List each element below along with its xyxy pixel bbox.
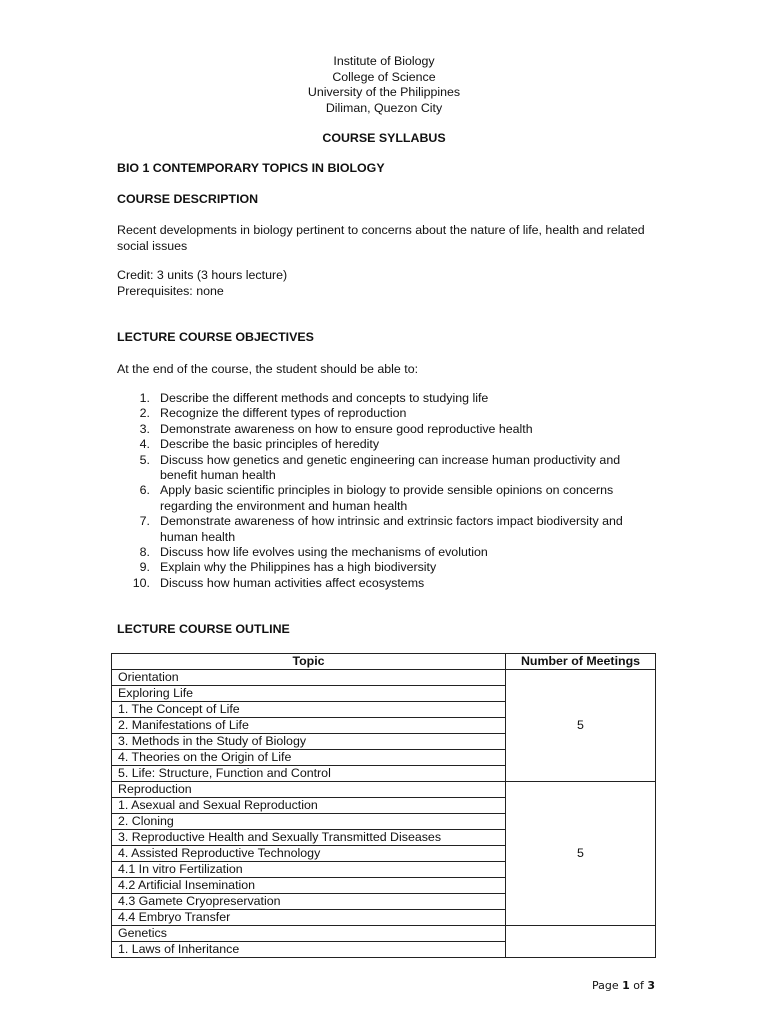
topic-cell: Exploring Life [112, 686, 506, 702]
objective-number: 3. [139, 421, 150, 436]
topic-cell: 3. Reproductive Health and Sexually Transmitted Diseases [112, 830, 506, 846]
objectives-intro: At the end of the course, the student should be able to: [117, 362, 419, 376]
university-name: University of the Philippines [307, 85, 461, 99]
objective-text: Demonstrate awareness on how to ensure good reproductive health [160, 421, 533, 436]
objective-text: Apply basic scientific principles in biology to provide sensible opinions on concerns regarding the environment and human health [160, 483, 614, 513]
topic-cell: 4.4 Embryo Transfer [112, 910, 506, 926]
topic-cell: Genetics [112, 926, 506, 942]
prerequisites-info: Prerequisites: none [117, 284, 224, 298]
objective-number: 6. [139, 483, 150, 498]
course-outline-table [111, 653, 656, 958]
course-title: BIO 1 CONTEMPORARY TOPICS IN BIOLOGY [117, 161, 385, 175]
institution-header [0, 54, 768, 116]
table-row [112, 670, 656, 686]
page-word: Page [592, 979, 619, 992]
topic-cell: 4.2 Artificial Insemination [112, 878, 506, 894]
objective-number: 2. [139, 406, 150, 421]
objective-number: 9. [139, 560, 150, 575]
topic-cell: Orientation [112, 670, 506, 686]
course-description-text: Recent developments in biology pertinent to concerns about the nature of life, health and related social issues [117, 223, 645, 253]
topic-cell: 3. Methods in the Study of Biology [112, 734, 506, 750]
campus-location: Diliman, Quezon City [325, 100, 443, 115]
objective-text: Demonstrate awareness of how intrinsic and extrinsic factors impact biodiversity and human health [160, 514, 623, 544]
table-row [112, 926, 656, 942]
objective-item [117, 560, 657, 575]
credit-info: Credit: 3 units (3 hours lecture) [117, 268, 288, 282]
objective-item [117, 437, 657, 452]
topic-cell: 5. Life: Structure, Function and Control [112, 766, 506, 782]
page-footer [592, 979, 655, 992]
document-title: COURSE SYLLABUS [322, 131, 446, 145]
objective-item [117, 545, 657, 560]
topic-column-header: Topic [112, 654, 506, 670]
of-word: of [633, 979, 644, 992]
objective-text: Discuss how life evolves using the mechanisms of evolution [160, 545, 488, 560]
meetings-cell [506, 926, 656, 958]
topic-cell: 4.3 Gamete Cryopreservation [112, 894, 506, 910]
meetings-cell: 5 [506, 782, 656, 926]
objective-text: Discuss how genetics and genetic engineering can increase human productivity and benefit human health [160, 452, 621, 483]
college-name: College of Science [332, 69, 436, 84]
objective-number: 7. [139, 514, 150, 529]
objective-text: Recognize the different types of reproduction [160, 406, 407, 421]
topic-cell: 2. Manifestations of Life [112, 718, 506, 734]
objective-number: 5. [139, 452, 150, 467]
objectives-list [117, 391, 657, 591]
page-total: 3 [647, 979, 656, 992]
topic-cell: 2. Cloning [112, 814, 506, 830]
institute-name: Institute of Biology [333, 54, 435, 68]
objective-text: Discuss how human activities affect ecosystems [160, 575, 425, 590]
table-header-row [112, 654, 656, 670]
objectives-heading: LECTURE COURSE OBJECTIVES [117, 330, 314, 344]
course-description-heading: COURSE DESCRIPTION [117, 192, 259, 206]
objective-number: 4. [139, 437, 150, 452]
topic-cell: 1. The Concept of Life [112, 702, 506, 718]
page-number: 1 [622, 979, 630, 992]
objective-item [117, 406, 657, 421]
meetings-cell: 5 [506, 670, 656, 782]
outline-heading: LECTURE COURSE OUTLINE [117, 622, 290, 636]
objective-text: Explain why the Philippines has a high biodiversity [160, 560, 437, 575]
topic-cell: 4. Theories on the Origin of Life [112, 750, 506, 766]
objective-text: Describe the different methods and concepts to studying life [160, 391, 489, 405]
objective-item [117, 453, 657, 484]
topic-cell: Reproduction [112, 782, 506, 798]
objective-text: Describe the basic principles of heredity [160, 437, 380, 452]
objective-item [117, 483, 657, 514]
objective-item [117, 576, 657, 591]
outline-body [112, 670, 656, 958]
topic-cell: 4.1 In vitro Fertilization [112, 862, 506, 878]
table-row [112, 782, 656, 798]
objective-item [117, 391, 657, 406]
topic-cell: 1. Asexual and Sexual Reproduction [112, 798, 506, 814]
objective-item [117, 514, 657, 545]
meetings-column-header: Number of Meetings [506, 654, 656, 670]
objective-number: 1. [139, 391, 150, 405]
objective-item [117, 422, 657, 437]
objective-number: 10. [132, 575, 150, 590]
topic-cell: 4. Assisted Reproductive Technology [112, 846, 506, 862]
objective-number: 8. [139, 545, 150, 560]
topic-cell: 1. Laws of Inheritance [112, 942, 506, 958]
